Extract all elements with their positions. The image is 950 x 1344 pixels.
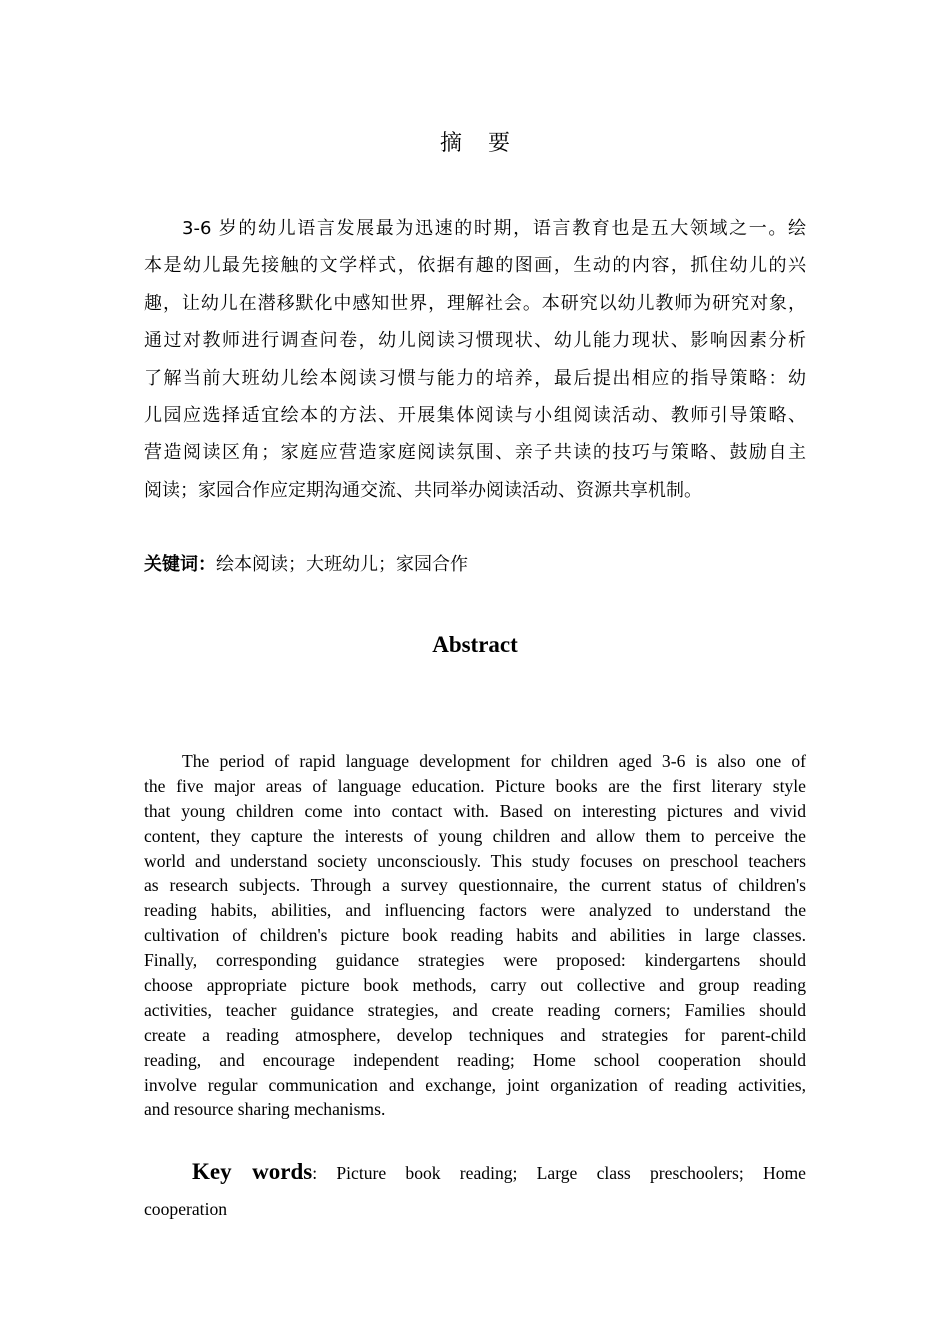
abstract-line: 营造阅读区角；家庭应营造家庭阅读氛围、亲子共读的技巧与策略、鼓励自主 [144, 442, 806, 464]
abstract-line: activities, teacher guidance strategies, and create reading corners; Families should [144, 999, 806, 1020]
english-keywords-text-1: Picture book reading; Large class preschoolers; Home [336, 1163, 806, 1183]
abstract-line: Finally, corresponding guidance strategies were proposed: kindergartens should [144, 950, 806, 971]
abstract-line: as research subjects. Through a survey questionnaire, the current status of children's [144, 875, 806, 896]
abstract-line: 阅读；家园合作应定期沟通交流、共同举办阅读活动、资源共享机制。 [144, 479, 702, 501]
abstract-line: The period of rapid language development for children aged 3-6 is also one of [182, 751, 806, 771]
chinese-abstract-title: 摘要 [439, 131, 536, 156]
abstract-line: cultivation of children's picture book reading habits and abilities in large classes. [144, 925, 806, 946]
english-abstract-title: Abstract [432, 632, 518, 657]
abstract-line: 儿园应选择适宜绘本的方法、开展集体阅读与小组阅读活动、教师引导策略、 [144, 404, 806, 426]
abstract-line: and resource sharing mechanisms. [144, 1099, 386, 1120]
english-keywords [144, 1157, 806, 1224]
abstract-line: world and understand society unconsciously. This study focuses on preschool teachers [144, 850, 806, 871]
abstract-line: content, they capture the interests of young children and allow them to perceive the [144, 825, 806, 846]
abstract-line: 趣，让幼儿在潜移默化中感知世界，理解社会。本研究以幼儿教师为研究对象， [144, 292, 806, 314]
chinese-keywords-label: 关键词： [144, 554, 216, 575]
english-abstract-body [144, 749, 806, 1122]
chinese-keywords-text: 绘本阅读；大班幼儿；家园合作 [216, 554, 468, 575]
abstract-line: 3-6 岁的幼儿语言发展最为迅速的时期，语言教育也是五大领域之一。绘 [182, 218, 806, 239]
abstract-line: 了解当前大班幼儿绘本阅读习惯与能力的培养，最后提出相应的指导策略：幼 [144, 367, 806, 389]
english-keywords-label: Key words [192, 1159, 313, 1184]
abstract-line: create a reading atmosphere, develop techniques and strategies for parent-child [144, 1024, 806, 1045]
abstract-line: that young children come into contact with. Based on interesting pictures and vivid [144, 800, 806, 821]
chinese-keywords [144, 551, 468, 579]
abstract-line: the five major areas of language education. Picture books are the first literary style [144, 775, 806, 796]
keywords-separator: : [312, 1163, 318, 1183]
abstract-line: 通过对教师进行调查问卷，幼儿阅读习惯现状、幼儿能力现状、影响因素分析 [144, 330, 806, 352]
english-keywords-text-2: cooperation [144, 1199, 228, 1219]
abstract-line: 本是幼儿最先接触的文学样式，依据有趣的图画，生动的内容，抓住幼儿的兴 [144, 255, 806, 277]
chinese-abstract-body [144, 214, 806, 513]
abstract-line: reading habits, abilities, and influencing factors were analyzed to understand the [144, 900, 806, 921]
abstract-line: reading, and encourage independent reading; Home school cooperation should [144, 1049, 806, 1070]
abstract-line: involve regular communication and exchange, joint organization of reading activities, [144, 1074, 806, 1095]
abstract-line: choose appropriate picture book methods, carry out collective and group reading [144, 975, 806, 996]
